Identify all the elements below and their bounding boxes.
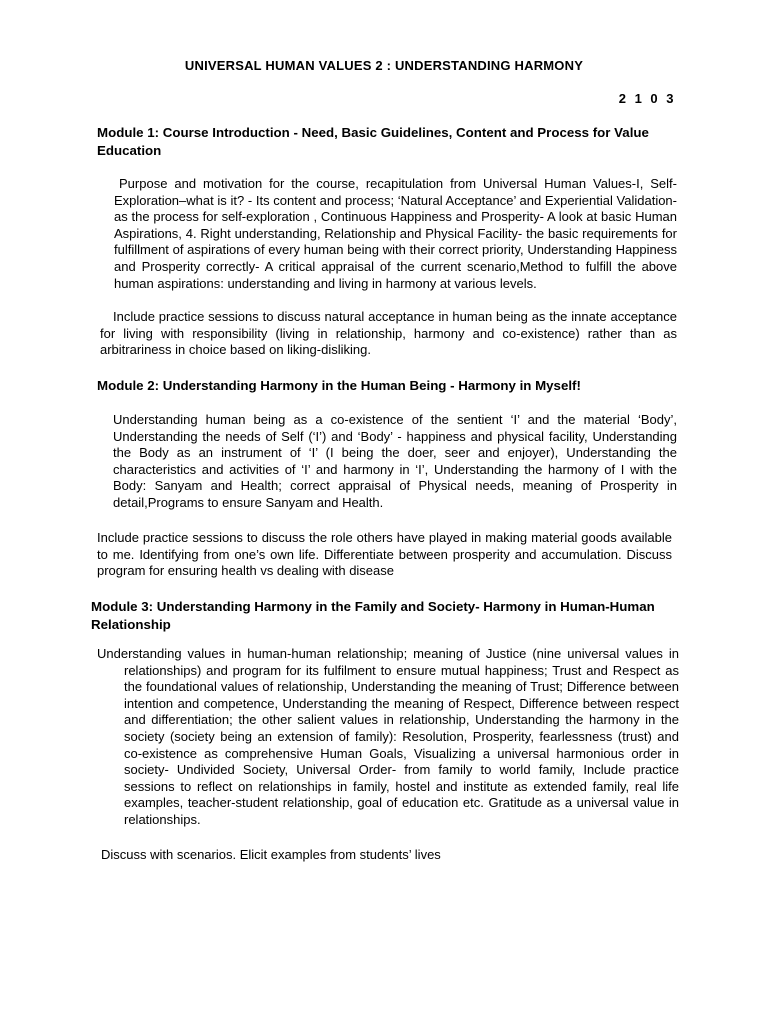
module-1-title: Module 1: Course Introduction - Need, Basic Guidelines, Content and Process for Value Education (97, 125, 649, 158)
module-3-content: Understanding values in human-human relationship; meaning of Justice (nine universal values in relationships) and program for its fulfilment to ensure mutual happiness; Trust and Respect as the foundational values of relationship, Understanding the meaning of Trust; Difference between intention and competence, Understanding the meaning of Respect, Difference between respect and differentiation; the other salient values in relationship, Understanding the harmony in the society (society being an extension of family): Resolution, Prosperity, fearlessness (trust) and co-existence as comprehensive Human Goals, Visualizing a universal harmonious order in society- Undivided Society, Universal Order- from family to world family, Include practice sessions to reflect on relationships in family, hostel and institute as extended family, real life examples, teacher-student relationship, goal of education etc. Gratitude as a universal value in relationships. (97, 646, 679, 827)
module-1-practice: Include practice sessions to discuss natural acceptance in human being as the innate acceptance for living with responsibility (living in relationship, harmony and co-existence) rather than as arbitrariness in choice based on liking-disliking. (100, 309, 677, 358)
document-title: UNIVERSAL HUMAN VALUES 2 : UNDERSTANDING HARMONY (184, 58, 584, 73)
module-2-title: Module 2: Understanding Harmony in the Human Being - Harmony in Myself! (97, 378, 581, 393)
module-3-practice: Discuss with scenarios. Elicit examples from students’ lives (101, 847, 441, 862)
module-2-practice: Include practice sessions to discuss the role others have played in making material goods available to me. Identifying from one’s own life. Differentiate between prosperity and accumulation. Discuss program for ensuring health vs dealing with disease (97, 530, 672, 579)
module-3-title: Module 3: Understanding Harmony in the Family and Society- Harmony in Human-Human Relationship (91, 599, 655, 632)
module-1-content: Purpose and motivation for the course, recapitulation from Universal Human Values-I, Self-Exploration–what is it? - Its content and process; ‘Natural Acceptance’ and Experiential Validation- as the process for self-exploration , Continuous Happiness and Prosperity- A look at basic Human Aspirations, 4. Right understanding, Relationship and Physical Facility- the basic requirements for fulfillment of aspirations of every human being with their correct priority, Understanding Happiness and Prosperity correctly- A critical appraisal of the current scenario,Method to fulfill the above human aspirations: understanding and living in harmony at various levels. (114, 176, 677, 291)
course-credits: 2 1 0 3 (618, 91, 676, 106)
module-2-content: Understanding human being as a co-existence of the sentient ‘I’ and the material ‘Body’, Understanding the needs of Self (‘I’) and ‘Body’ - happiness and physical facility, Understanding the Body as an instrument of ‘I’ (I being the doer, seer and enjoyer), Understanding the characteristics and activities of ‘I’ and harmony in ‘I’, Understanding the harmony of I with the Body: Sanyam and Health; correct appraisal of Physical needs, meaning of Prosperity in detail,Programs to ensure Sanyam and Health. (113, 412, 677, 510)
module-3-content-block (97, 646, 679, 829)
